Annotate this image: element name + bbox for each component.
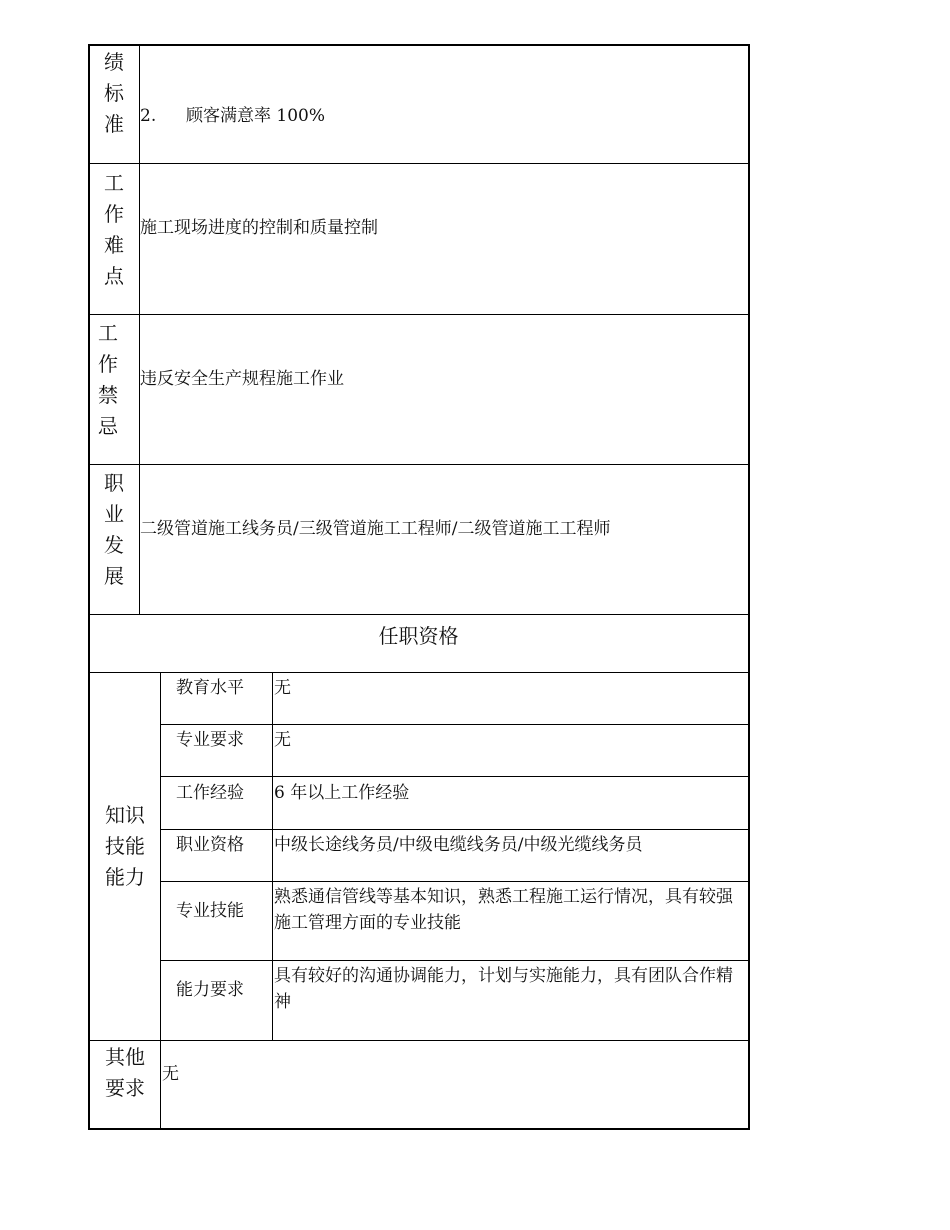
ability-requirement-label: 能力要求 — [176, 980, 244, 1000]
work-difficulty-text: 施工现场进度的控制和质量控制 — [140, 218, 378, 238]
label-char: 业 — [104, 502, 124, 526]
ability-requirement-value: 具有较好的沟通协调能力，计划与实施能力，具有团队合作精神 — [274, 966, 733, 1012]
performance-standard-label — [90, 47, 138, 140]
education-level-label: 教育水平 — [176, 678, 244, 698]
label-char: 绩 — [104, 50, 124, 74]
row-separator — [160, 829, 750, 830]
table-border-bottom — [88, 1128, 750, 1130]
label-char: 作 — [104, 202, 124, 226]
table-border-right — [748, 44, 750, 1130]
career-development-text: 二级管道施工线务员/三级管道施工工程师/二级管道施工工程师 — [140, 519, 611, 539]
work-taboo-text: 违反安全生产规程施工作业 — [140, 369, 344, 389]
label-char: 忌 — [98, 414, 118, 438]
label-char: 作 — [98, 352, 118, 376]
label-char: 难 — [104, 233, 124, 257]
label-line: 其他 — [105, 1045, 145, 1069]
label-char: 发 — [104, 533, 124, 557]
professional-qualification-value: 中级长途线务员/中级电缆线务员/中级光缆线务员 — [274, 835, 643, 855]
label-char: 准 — [104, 112, 124, 136]
row-separator — [88, 614, 750, 615]
professional-skill-label: 专业技能 — [176, 901, 244, 921]
row-separator — [160, 881, 750, 882]
label-line: 知识 — [105, 803, 145, 827]
performance-item-number: 2. — [140, 106, 157, 126]
row-separator — [88, 672, 750, 673]
label-char: 工 — [104, 171, 124, 195]
row-separator — [88, 464, 750, 465]
label-char: 工 — [98, 321, 118, 345]
row-separator — [160, 960, 750, 961]
major-requirement-value: 无 — [274, 730, 291, 750]
row-separator — [88, 163, 750, 164]
label-line: 能力 — [105, 865, 145, 889]
knowledge-skill-ability-label — [90, 800, 160, 893]
row-separator — [88, 1040, 750, 1041]
other-requirements-text: 无 — [162, 1064, 179, 1084]
row-separator — [88, 314, 750, 315]
career-development-label — [90, 468, 138, 592]
work-experience-label: 工作经验 — [176, 783, 244, 803]
label-line: 要求 — [105, 1076, 145, 1100]
education-level-value: 无 — [274, 678, 291, 698]
label-char: 展 — [104, 564, 124, 588]
label-char: 标 — [104, 81, 124, 105]
work-experience-value: 6 年以上工作经验 — [274, 783, 410, 803]
label-char: 职 — [104, 471, 124, 495]
professional-qualification-label: 职业资格 — [176, 835, 244, 855]
row-separator — [160, 724, 750, 725]
label-char: 禁 — [98, 383, 118, 407]
table-border-top — [88, 44, 750, 46]
work-difficulty-label — [90, 168, 138, 292]
performance-item-text: 顾客满意率 100% — [186, 106, 326, 126]
work-taboo-label — [90, 318, 126, 442]
qualifications-title: 任职资格 — [378, 624, 459, 648]
column-separator — [160, 672, 161, 1130]
row-separator — [160, 776, 750, 777]
professional-skill-value: 熟悉通信管线等基本知识，熟悉工程施工运行情况，具有较强施工管理方面的专业技能 — [274, 887, 733, 933]
label-line: 技能 — [105, 834, 145, 858]
column-separator — [272, 672, 273, 1041]
label-char: 点 — [104, 264, 124, 288]
other-requirements-label — [90, 1042, 160, 1104]
major-requirement-label: 专业要求 — [176, 730, 244, 750]
